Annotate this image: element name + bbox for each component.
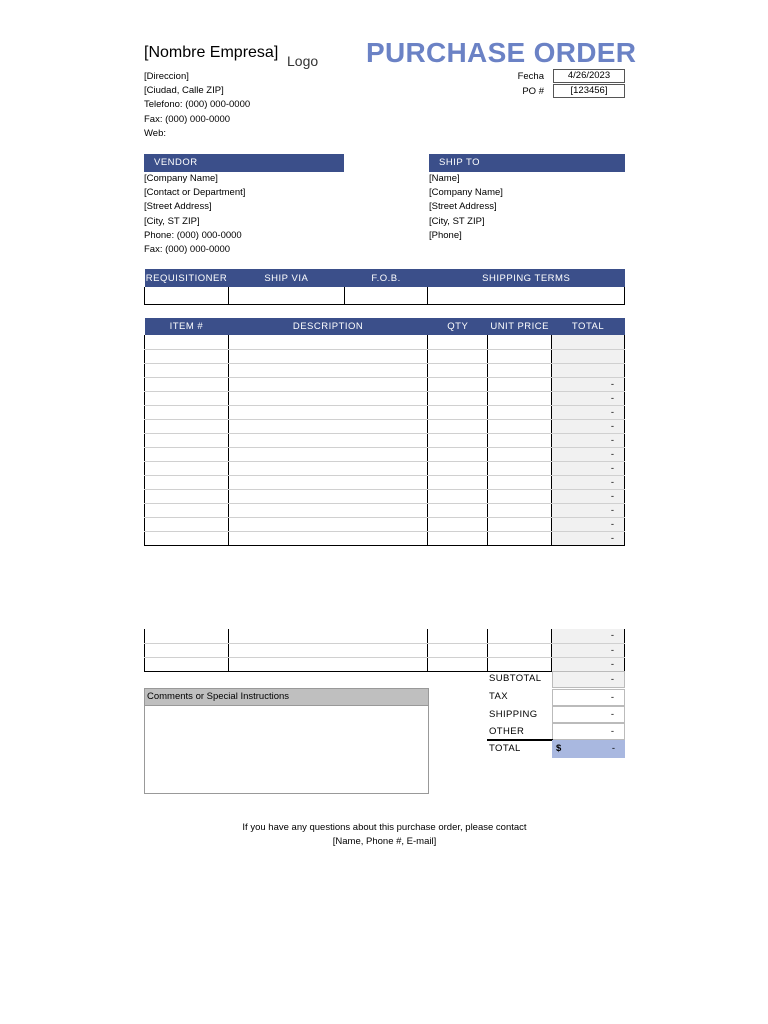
total-cell: - xyxy=(552,377,625,391)
item-number-cell[interactable] xyxy=(145,377,229,391)
qty-cell[interactable] xyxy=(428,489,488,503)
description-cell[interactable] xyxy=(228,475,428,489)
table-row xyxy=(145,503,625,517)
total-cell: - xyxy=(552,447,625,461)
requisition-table xyxy=(144,269,625,305)
description-cell[interactable] xyxy=(228,447,428,461)
fob-header: F.O.B. xyxy=(344,269,428,287)
footer-contact-placeholder: [Name, Phone #, E-mail] xyxy=(332,836,437,847)
document-title: PURCHASE ORDER xyxy=(366,37,637,68)
unit-price-cell[interactable] xyxy=(488,447,552,461)
ship-to-header: SHIP TO xyxy=(429,154,625,172)
ship-to-line: [Company Name] xyxy=(429,187,503,199)
unit-price-cell[interactable] xyxy=(488,405,552,419)
qty-cell[interactable] xyxy=(428,517,488,531)
description-cell[interactable] xyxy=(228,657,428,671)
description-cell[interactable] xyxy=(228,629,428,643)
unit-price-cell[interactable] xyxy=(488,503,552,517)
address-line: Web: xyxy=(144,127,167,139)
unit-price-cell[interactable] xyxy=(488,629,552,643)
total-cell: - xyxy=(552,391,625,405)
description-cell[interactable] xyxy=(228,433,428,447)
table-row xyxy=(145,419,625,433)
item-number-cell[interactable] xyxy=(145,461,229,475)
unit-price-cell[interactable] xyxy=(488,377,552,391)
address-line: [Direccion] xyxy=(144,71,189,82)
unit-price-cell[interactable] xyxy=(488,335,552,349)
description-cell[interactable] xyxy=(228,405,428,419)
other-label: OTHER xyxy=(489,726,525,737)
table-row xyxy=(145,433,625,447)
shipping-terms-cell[interactable] xyxy=(428,287,625,304)
item-number-cell[interactable] xyxy=(145,363,229,377)
qty-cell[interactable] xyxy=(428,349,488,363)
description-cell[interactable] xyxy=(228,419,428,433)
qty-cell[interactable] xyxy=(428,461,488,475)
comments-header: Comments or Special Instructions xyxy=(144,688,429,706)
company-logo: Logo xyxy=(287,53,319,69)
table-row xyxy=(145,643,625,657)
total-cell: - xyxy=(552,475,625,489)
total-cell: - xyxy=(552,433,625,447)
description-cell[interactable] xyxy=(228,643,428,657)
description-cell[interactable] xyxy=(228,531,428,545)
po-number-field[interactable]: [123456] xyxy=(553,84,625,98)
subtotal-label: SUBTOTAL xyxy=(489,673,542,684)
requisitioner-header: REQUISITIONER xyxy=(145,269,229,287)
table-row xyxy=(145,335,625,349)
table-row xyxy=(145,531,625,545)
total-header: TOTAL xyxy=(552,318,625,335)
table-row xyxy=(145,363,625,377)
description-cell[interactable] xyxy=(228,461,428,475)
total-cell xyxy=(552,349,625,363)
ship-to-line: [Name] xyxy=(429,173,460,184)
company-name: [Nombre Empresa] xyxy=(144,44,279,61)
unit-price-cell[interactable] xyxy=(488,363,552,377)
vendor-line: [Company Name] xyxy=(144,173,218,184)
total-cell: - xyxy=(552,657,625,671)
total-label: TOTAL xyxy=(489,743,521,754)
total-cell: - xyxy=(552,517,625,531)
qty-cell[interactable] xyxy=(428,503,488,517)
unit-price-cell[interactable] xyxy=(488,419,552,433)
qty-cell[interactable] xyxy=(428,629,488,643)
item-number-header: ITEM # xyxy=(145,318,229,335)
table-row xyxy=(145,349,625,363)
description-cell[interactable] xyxy=(228,503,428,517)
qty-cell[interactable] xyxy=(428,335,488,349)
unit-price-cell[interactable] xyxy=(488,433,552,447)
table-row xyxy=(145,391,625,405)
total-cell: - xyxy=(552,629,625,643)
ship-to-line: [Street Address] xyxy=(429,201,497,213)
item-number-cell[interactable] xyxy=(145,489,229,503)
items-table xyxy=(144,318,625,546)
description-cell[interactable] xyxy=(228,349,428,363)
unit-price-cell[interactable] xyxy=(488,475,552,489)
ship-to-line: [City, ST ZIP] xyxy=(429,215,485,227)
item-number-cell[interactable] xyxy=(145,531,229,545)
vendor-line: [City, ST ZIP] xyxy=(144,215,200,227)
ship-to-block xyxy=(429,172,503,243)
qty-cell[interactable] xyxy=(428,419,488,433)
unit-price-cell[interactable] xyxy=(488,531,552,545)
qty-cell[interactable] xyxy=(428,405,488,419)
table-row xyxy=(145,657,625,671)
date-field[interactable]: 4/26/2023 xyxy=(553,69,625,83)
total-cell: - xyxy=(552,461,625,475)
ship-via-header: SHIP VIA xyxy=(228,269,344,287)
total-cell: - xyxy=(552,489,625,503)
tax-field[interactable]: - xyxy=(552,689,625,706)
table-row xyxy=(145,517,625,531)
table-row xyxy=(145,461,625,475)
grand-total-value xyxy=(552,740,625,758)
address-line: Telefono: (000) 000-0000 xyxy=(144,99,251,111)
item-number-cell[interactable] xyxy=(145,405,229,419)
qty-cell[interactable] xyxy=(428,377,488,391)
vendor-block xyxy=(144,172,245,257)
item-number-cell[interactable] xyxy=(145,335,229,349)
item-number-cell[interactable] xyxy=(145,447,229,461)
qty-header: QTY xyxy=(428,318,488,335)
total-cell xyxy=(552,335,625,349)
unit-price-cell[interactable] xyxy=(488,461,552,475)
item-number-cell[interactable] xyxy=(145,643,229,657)
item-number-cell[interactable] xyxy=(145,657,229,671)
table-row xyxy=(145,377,625,391)
qty-cell[interactable] xyxy=(428,363,488,377)
company-address xyxy=(144,70,250,141)
item-number-cell[interactable] xyxy=(145,433,229,447)
total-cell: - xyxy=(552,531,625,545)
qty-cell[interactable] xyxy=(428,475,488,489)
item-number-cell[interactable] xyxy=(145,517,229,531)
subtotal-value: - xyxy=(552,671,625,688)
table-row xyxy=(145,475,625,489)
qty-cell[interactable] xyxy=(428,643,488,657)
table-row xyxy=(145,405,625,419)
items-table-continued xyxy=(144,629,625,672)
tax-label: TAX xyxy=(489,691,508,702)
qty-cell[interactable] xyxy=(428,531,488,545)
address-line: [Ciudad, Calle ZIP] xyxy=(144,85,224,97)
other-field[interactable]: - xyxy=(552,723,625,740)
table-row xyxy=(145,447,625,461)
footer-contact-text: If you have any questions about this purchase order, please contact xyxy=(242,822,527,833)
ship-to-line: [Phone] xyxy=(429,229,462,241)
qty-cell[interactable] xyxy=(428,433,488,447)
unit-price-cell[interactable] xyxy=(488,391,552,405)
total-divider xyxy=(487,739,553,741)
fob-cell[interactable] xyxy=(344,287,428,304)
unit-price-cell[interactable] xyxy=(488,489,552,503)
table-row xyxy=(145,629,625,643)
total-cell: - xyxy=(552,643,625,657)
description-cell[interactable] xyxy=(228,363,428,377)
item-number-cell[interactable] xyxy=(145,503,229,517)
qty-cell[interactable] xyxy=(428,447,488,461)
description-cell[interactable] xyxy=(228,377,428,391)
qty-cell[interactable] xyxy=(428,657,488,671)
date-label: Fecha xyxy=(517,71,544,82)
item-number-cell[interactable] xyxy=(145,349,229,363)
unit-price-header: UNIT PRICE xyxy=(488,318,552,335)
grand-total-amount: - xyxy=(611,743,615,754)
description-header: DESCRIPTION xyxy=(228,318,428,335)
description-cell[interactable] xyxy=(228,391,428,405)
shipping-label: SHIPPING xyxy=(489,709,538,720)
unit-price-cell[interactable] xyxy=(488,643,552,657)
vendor-header: VENDOR xyxy=(144,154,344,172)
vendor-line: [Contact or Department] xyxy=(144,187,246,199)
total-cell: - xyxy=(552,419,625,433)
item-number-cell[interactable] xyxy=(145,419,229,433)
vendor-line: Fax: (000) 000-0000 xyxy=(144,244,231,256)
address-line: Fax: (000) 000-0000 xyxy=(144,113,231,125)
item-number-cell[interactable] xyxy=(145,391,229,405)
description-cell[interactable] xyxy=(228,517,428,531)
unit-price-cell[interactable] xyxy=(488,517,552,531)
po-number-label: PO # xyxy=(522,86,544,97)
description-cell[interactable] xyxy=(228,335,428,349)
requisitioner-cell[interactable] xyxy=(145,287,229,304)
comments-textarea[interactable] xyxy=(144,706,429,794)
qty-cell[interactable] xyxy=(428,391,488,405)
shipping-terms-header: SHIPPING TERMS xyxy=(428,269,625,287)
total-cell: - xyxy=(552,503,625,517)
currency-symbol: $ xyxy=(556,743,562,754)
ship-via-cell[interactable] xyxy=(228,287,344,304)
shipping-field[interactable]: - xyxy=(552,706,625,723)
total-cell xyxy=(552,363,625,377)
item-number-cell[interactable] xyxy=(145,629,229,643)
vendor-line: [Street Address] xyxy=(144,201,212,213)
vendor-line: Phone: (000) 000-0000 xyxy=(144,229,242,241)
description-cell[interactable] xyxy=(228,489,428,503)
total-cell: - xyxy=(552,405,625,419)
table-row xyxy=(145,489,625,503)
unit-price-cell[interactable] xyxy=(488,349,552,363)
unit-price-cell[interactable] xyxy=(488,657,552,671)
item-number-cell[interactable] xyxy=(145,475,229,489)
